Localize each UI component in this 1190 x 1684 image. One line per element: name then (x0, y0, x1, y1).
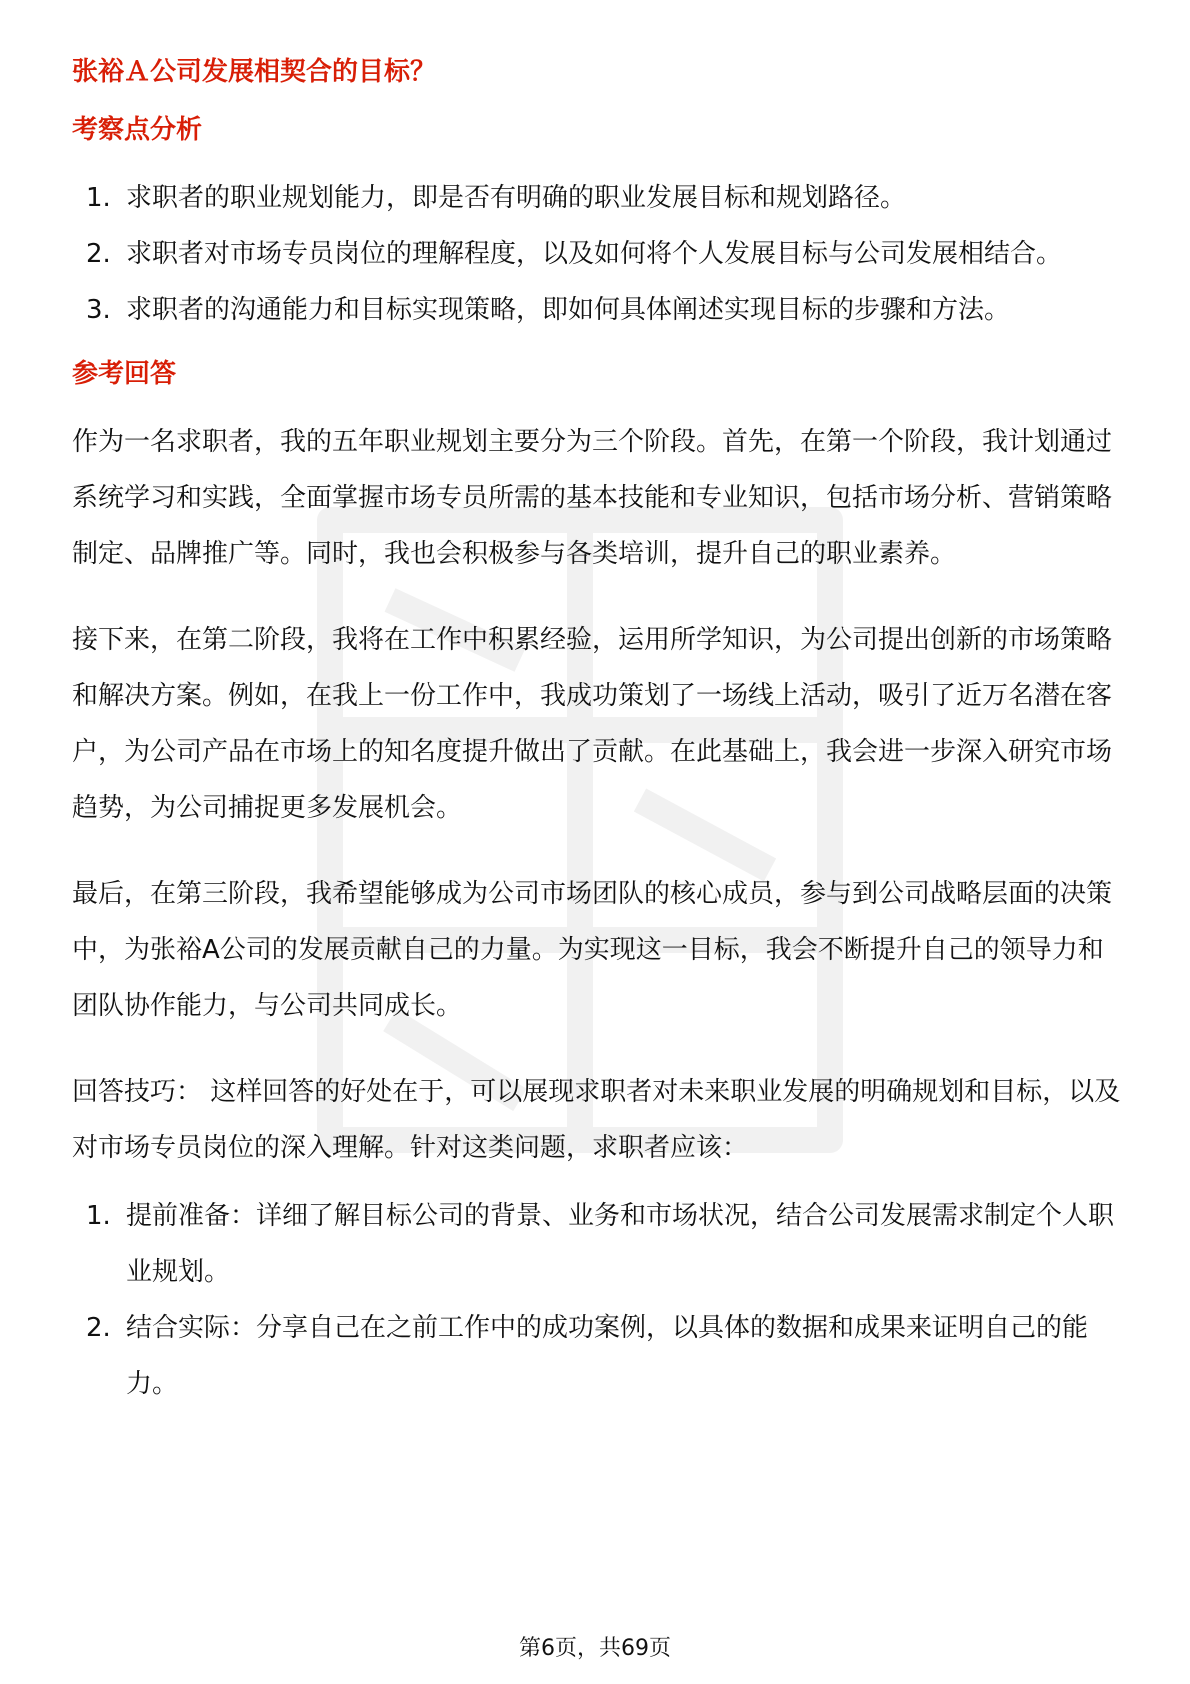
answer-paragraph-1: 作为一名求职者，我的五年职业规划主要分为三个阶段。首先，在第一个阶段，我计划通过系统学习和实践，全面掌握市场专员所需的基本技能和专业知识，包括市场分析、营销策略制定、品牌推广等。同时，我也会积极参与各类培训，提升自己的职业素养。 (72, 427, 1113, 569)
list-item: 1. 求职者的职业规划能力，即是否有明确的职业发展目标和规划路径。 (86, 183, 907, 213)
question-title: 张裕Ａ公司发展相契合的目标？ (72, 57, 437, 87)
analysis-list (72, 170, 1122, 338)
analysis-heading: 考察点分析 (72, 115, 203, 145)
document-content (72, 52, 1122, 1412)
answer-tips-intro: 回答技巧： 这样回答的好处在于，可以展现求职者对未来职业发展的明确规划和目标，以及对市场专员岗位的深入理解。针对这类问题，求职者应该： (72, 1077, 1121, 1163)
page-number: 第6页，共69页 (519, 1636, 671, 1661)
list-item: 1. 提前准备：详细了解目标公司的背景、业务和市场状况，结合公司发展需求制定个人职业规划。 (86, 1201, 1115, 1287)
tips-list (72, 1188, 1122, 1412)
answer-heading: 参考回答 (72, 359, 177, 389)
answer-paragraph-3: 最后，在第三阶段，我希望能够成为公司市场团队的核心成员，参与到公司战略层面的决策中，为张裕A公司的发展贡献自己的力量。为实现这一目标，我会不断提升自己的领导力和团队协作能力，与公司共同成长。 (72, 879, 1113, 1021)
list-item: 2. 结合实际：分享自己在之前工作中的成功案例，以具体的数据和成果来证明自己的能力。 (86, 1313, 1089, 1399)
list-item: 3. 求职者的沟通能力和目标实现策略，即如何具体阐述实现目标的步骤和方法。 (86, 295, 1011, 325)
list-item: 2. 求职者对市场专员岗位的理解程度，以及如何将个人发展目标与公司发展相结合。 (86, 239, 1063, 269)
answer-paragraph-2: 接下来，在第二阶段，我将在工作中积累经验，运用所学知识，为公司提出创新的市场策略和解决方案。例如，在我上一份工作中，我成功策划了一场线上活动，吸引了近万名潜在客户，为公司产品在市场上的知名度提升做出了贡献。在此基础上，我会进一步深入研究市场趋势，为公司捕捉更多发展机会。 (72, 625, 1113, 823)
